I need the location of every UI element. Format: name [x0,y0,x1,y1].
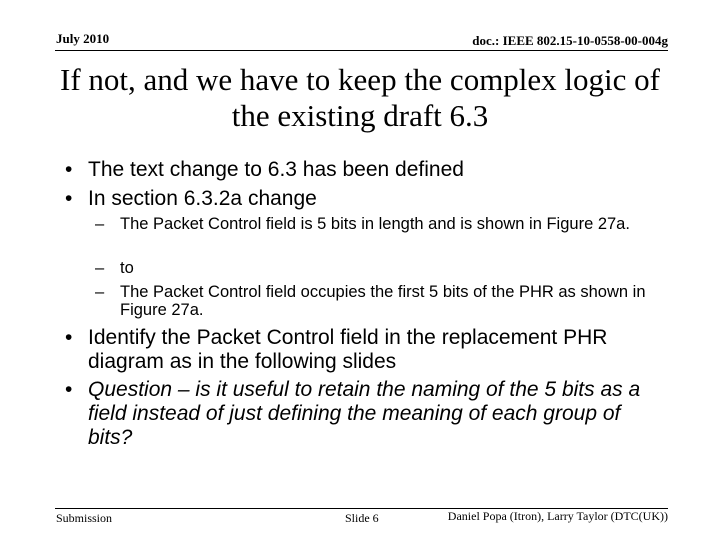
bullet-item [65,378,668,450]
bullet-item [65,326,668,374]
slide-title: If not, and we have to keep the complex logic of the existing draft 6.3 [60,62,660,133]
bullet-item [65,158,688,182]
sub-text: The Packet Control field is 5 bits in length and is shown in Figure 27a. [120,215,630,233]
bullet-text: Identify the Packet Control field in the replacement PHR diagram as in the following slides [88,326,608,373]
bullet-text: The text change to 6.3 has been defined [88,158,464,181]
header-doc-id: doc.: IEEE 802.15-10-0558-00-004g [472,33,668,48]
bullet-dot: • [65,378,73,401]
sub-text: The Packet Control field occupies the first 5 bits of the PHR as shown in Figure 27a. [120,283,646,319]
header-divider [55,50,668,51]
bullet-dot: • [65,158,73,181]
sub-item [95,259,650,278]
sub-dash: – [95,283,105,301]
footer-submission: Submission [56,511,113,525]
bullet-text: Question – is it useful to retain the naming of the 5 bits as a field instead of just defining the meaning of each group of bits? [88,378,641,449]
sub-item [95,283,660,319]
bullet-dot: • [65,326,73,349]
sub-text: to [120,259,134,277]
sub-item [95,215,650,234]
footer-slide-number: Slide 6 [345,511,379,525]
bullet-text: In section 6.3.2a change [88,187,317,210]
header-date: July 2010 [56,31,110,46]
bullet-item [65,187,688,211]
sub-dash: – [95,259,105,277]
bullet-dot: • [65,187,73,210]
sub-dash: – [95,215,105,233]
footer-authors: Daniel Popa (Itron), Larry Taylor (DTC(UK)) [447,509,668,523]
